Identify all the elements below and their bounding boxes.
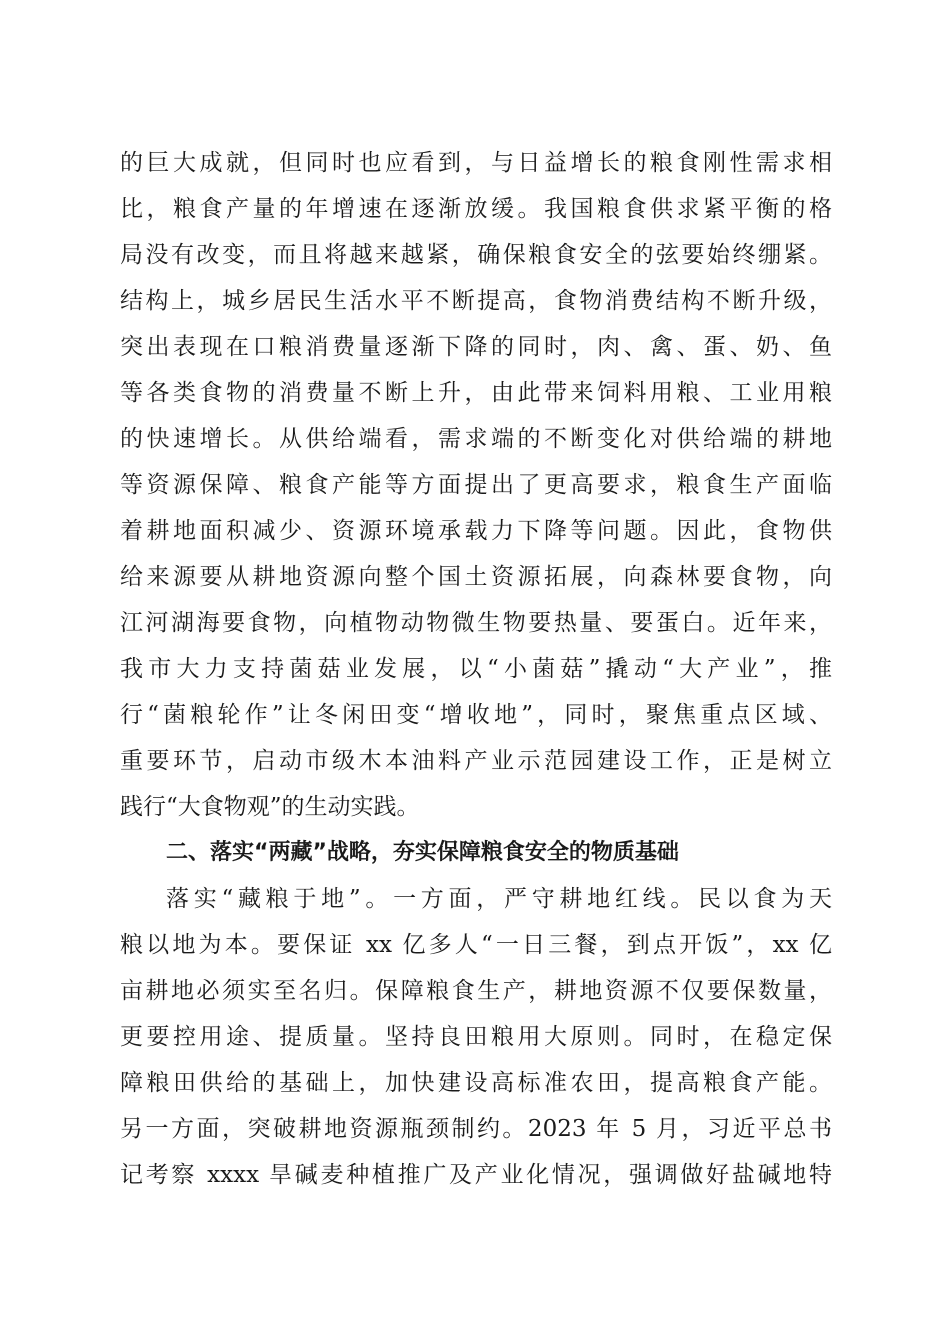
text-line: 障粮田供给的基础上，加快建设高标准农田，提高粮食产能。 xyxy=(120,1070,832,1096)
text-line: 给来源要从耕地资源向整个国土资源拓展，向森林要食物，向 xyxy=(120,564,832,590)
text-line: 等资源保障、粮食产能等方面提出了更高要求，粮食生产面临 xyxy=(120,472,832,498)
text-line: 践行“大食物观”的生动实践。 xyxy=(120,794,420,820)
text-line: 行“菌粮轮作”让冬闲田变“增收地”，同时，聚焦重点区域、 xyxy=(120,702,832,728)
text-line: 重要环节，启动市级木本油料产业示范园建设工作，正是树立 xyxy=(120,748,832,774)
text-line: 亩耕地必须实至名归。保障粮食生产，耕地资源不仅要保数量， xyxy=(120,978,832,1004)
text-line: 另一方面，突破耕地资源瓶颈制约。2023 年 5 月，习近平总书 xyxy=(120,1116,832,1142)
text-line: 粮以地为本。要保证 xx 亿多人“一日三餐，到点开饭”，xx 亿 xyxy=(120,932,832,958)
text-line: 落实“藏粮于地”。一方面，严守耕地红线。民以食为天 xyxy=(166,886,832,912)
text-line: 着耕地面积减少、资源环境承载力下降等问题。因此，食物供 xyxy=(120,518,832,544)
text-line: 的巨大成就，但同时也应看到，与日益增长的粮食刚性需求相 xyxy=(120,150,832,176)
text-line: 我市大力支持菌菇业发展，以“小菌菇”撬动“大产业”，推 xyxy=(120,656,832,682)
text-line: 江河湖海要食物，向植物动物微生物要热量、要蛋白。近年来， xyxy=(120,610,832,636)
text-line: 突出表现在口粮消费量逐渐下降的同时，肉、禽、蛋、奶、鱼 xyxy=(120,334,832,360)
body-text xyxy=(120,140,832,1198)
text-line: 比，粮食产量的年增速在逐渐放缓。我国粮食供求紧平衡的格 xyxy=(120,196,832,222)
text-line: 的快速增长。从供给端看，需求端的不断变化对供给端的耕地 xyxy=(120,426,832,452)
text-line: 结构上，城乡居民生活水平不断提高，食物消费结构不断升级， xyxy=(120,288,832,314)
text-line: 等各类食物的消费量不断上升，由此带来饲料用粮、工业用粮 xyxy=(120,380,832,406)
text-line: 更要控用途、提质量。坚持良田粮用大原则。同时，在稳定保 xyxy=(120,1024,832,1050)
text-line: 局没有改变，而且将越来越紧，确保粮食安全的弦要始终绷紧。 xyxy=(120,242,832,268)
text-line: 记考察 xxxx 旱碱麦种植推广及产业化情况，强调做好盐碱地特 xyxy=(120,1162,832,1188)
section-heading: 二、落实“两藏”战略，夯实保障粮食安全的物质基础 xyxy=(166,840,679,865)
